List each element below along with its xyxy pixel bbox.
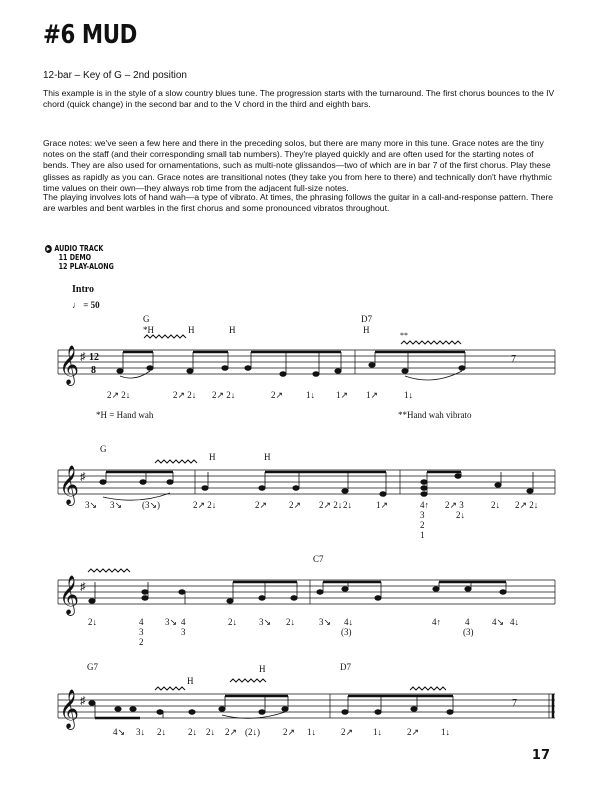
tab-number: (3)	[463, 627, 474, 637]
tab-number: 2↗	[255, 500, 268, 510]
chord-symbol: C7	[313, 554, 324, 564]
tab-number: 2↗ 2↓	[193, 500, 217, 510]
tab-number: 2↗ 2↓	[173, 390, 197, 400]
tab-number: 2↓	[343, 500, 352, 510]
tab-number: 4↓	[510, 617, 519, 627]
vibrato-line	[230, 679, 266, 682]
time-signature-top: 12	[89, 352, 99, 363]
tab-number: 3	[139, 627, 144, 637]
tab-number: 3↘	[85, 500, 98, 510]
staff-system-1	[58, 314, 555, 420]
vibrato-line	[155, 460, 197, 463]
vibrato-line	[410, 687, 446, 690]
time-signature-bottom: 8	[91, 365, 96, 376]
technique-mark: H	[259, 664, 266, 674]
tab-number: 2↗	[283, 727, 296, 737]
treble-clef-icon: 𝄞	[59, 577, 80, 614]
tab-number: 4↘	[113, 727, 126, 737]
vibrato-line	[144, 335, 186, 338]
notes	[89, 696, 453, 718]
hand-wah-paragraph: The playing involves lots of hand wah—a type of vibrato. At times, the phrasing follows the guitar in a call-and-response pattern. There are warbles and bent warbles in the first chorus and some pronounced vibratos throughout.	[43, 192, 554, 214]
audio-playalong-label: 12 PLAY-ALONG	[58, 262, 114, 271]
technique-mark: H	[209, 452, 216, 462]
vibrato-line	[155, 687, 185, 690]
technique-mark: H	[229, 325, 236, 335]
tab-number: 2↓	[206, 727, 215, 737]
tab-number: 2↗	[341, 727, 354, 737]
tab-number: 2	[420, 520, 425, 530]
tab-number: 3↘	[319, 617, 332, 627]
tab-number: 2↗	[271, 390, 284, 400]
audio-demo-label: 11 DEMO	[58, 253, 92, 262]
tab-number: 2	[139, 637, 144, 647]
tab-number: 3↓	[136, 727, 145, 737]
tab-number: 3↘	[165, 617, 178, 627]
technique-mark: H	[187, 676, 194, 686]
page-number: 17	[531, 748, 550, 763]
footnote-hand-wah-vibrato: **Hand wah vibrato	[398, 410, 472, 420]
key-signature-sharp: ♯	[80, 351, 86, 363]
tab-number: 2↓	[228, 617, 237, 627]
tab-number: 2↗	[225, 727, 238, 737]
tab-number: 2↓	[286, 617, 295, 627]
tab-number: 2↓	[157, 727, 166, 737]
intro-paragraph: This example is in the style of a slow country blues tune. The progression starts with the turnaround. The first chorus bounces to the IV chord (quick change) in the second bar and to the V chord in the third and eighth bars.	[43, 88, 555, 110]
chord-symbol: G	[143, 314, 150, 324]
treble-clef-icon: 𝄞	[59, 691, 80, 728]
tab-number: 1	[420, 530, 425, 540]
tab-number: 1↓	[307, 727, 316, 737]
technique-mark: H	[264, 452, 271, 462]
tab-number: (3)	[341, 627, 352, 637]
song-subtitle: 12-bar – Key of G – 2nd position	[43, 70, 187, 81]
vibrato-line	[401, 341, 461, 344]
tab-number: 2↓	[88, 617, 97, 627]
tab-number: 4	[139, 617, 144, 627]
tab-number: 1↓	[306, 390, 315, 400]
page-title: #6 MUD	[43, 20, 137, 50]
tab-number: 4↘	[492, 617, 505, 627]
technique-mark: *H	[143, 325, 154, 335]
tab-number: 2↗	[289, 500, 302, 510]
staff-system-3	[58, 554, 555, 647]
tab-number: 2↗	[407, 727, 420, 737]
tab-number: 3↘	[110, 500, 123, 510]
treble-clef-icon: 𝄞	[59, 467, 80, 504]
staff-system-4	[58, 662, 555, 737]
notes	[89, 582, 506, 604]
technique-mark: H	[188, 325, 195, 335]
vibrato-line	[88, 569, 130, 572]
tab-number: (3↘)	[142, 500, 161, 510]
tab-number: 4	[181, 617, 186, 627]
tab-number: 4	[465, 617, 470, 627]
tab-number: 2↗ 2↓	[319, 500, 343, 510]
technique-mark: H	[363, 325, 370, 335]
tab-number: 4↑	[432, 617, 441, 627]
chord-symbol: G7	[87, 662, 98, 672]
tab-number: 1↓	[441, 727, 450, 737]
tab-number: 2↓	[456, 510, 465, 520]
technique-mark: **	[400, 331, 408, 340]
rest-mark: 7	[512, 698, 517, 709]
tab-number: (2↓)	[245, 727, 260, 737]
staff-system-2	[58, 444, 555, 540]
tab-number: 3↘	[259, 617, 272, 627]
chord-symbol: D7	[361, 314, 372, 324]
tab-number: 4↑	[420, 500, 429, 510]
tab-number: 1↗	[376, 500, 389, 510]
tempo-mark: ♩ = 50	[72, 300, 100, 310]
key-signature-sharp: ♯	[80, 581, 86, 593]
chord-symbol: G	[100, 444, 107, 454]
treble-clef-icon: 𝄞	[59, 347, 80, 384]
tab-number: 4↓	[344, 617, 353, 627]
tab-number: 1↗	[336, 390, 349, 400]
key-signature-sharp: ♯	[80, 695, 86, 707]
grace-notes-paragraph: Grace notes: we've seen a few here and there in the preceding solos, but there are many more in this tune. Grace notes are the tiny notes on the staff (and their corresponding small tab numbers). They're played quickly and are often used for the starting notes of bends. They are also used for ornamentations, such as multi-note glissandos—two of which are in bar 7 of the first chorus. Play these glisses as rapidly as you can. Grace notes are transitional notes (they take you from here to there) and technically don't have rhythmic time values on their own—they always rob time from the adjacent full-size notes.	[43, 138, 552, 193]
chord-symbol: D7	[340, 662, 351, 672]
tab-number: 3	[420, 510, 425, 520]
tab-number: 2↗ 2↓	[212, 390, 236, 400]
rest-mark: 7	[511, 354, 516, 365]
audio-track-label: AUDIO TRACK	[54, 244, 104, 253]
tab-number: 2↓	[188, 727, 197, 737]
tab-number: 2↗ 3	[445, 500, 464, 510]
intro-label: Intro	[72, 284, 95, 295]
tab-number: 2↗ 2↓	[107, 390, 131, 400]
key-signature-sharp: ♯	[80, 471, 86, 483]
tab-number: 1↓	[373, 727, 382, 737]
tab-number: 1↗	[366, 390, 379, 400]
footnote-hand-wah: *H = Hand wah	[96, 410, 154, 420]
tab-number: 3	[181, 627, 186, 637]
tab-number: 1↓	[404, 390, 413, 400]
tab-number: 2↗ 2↓	[515, 500, 539, 510]
tab-number: 2↓	[491, 500, 500, 510]
